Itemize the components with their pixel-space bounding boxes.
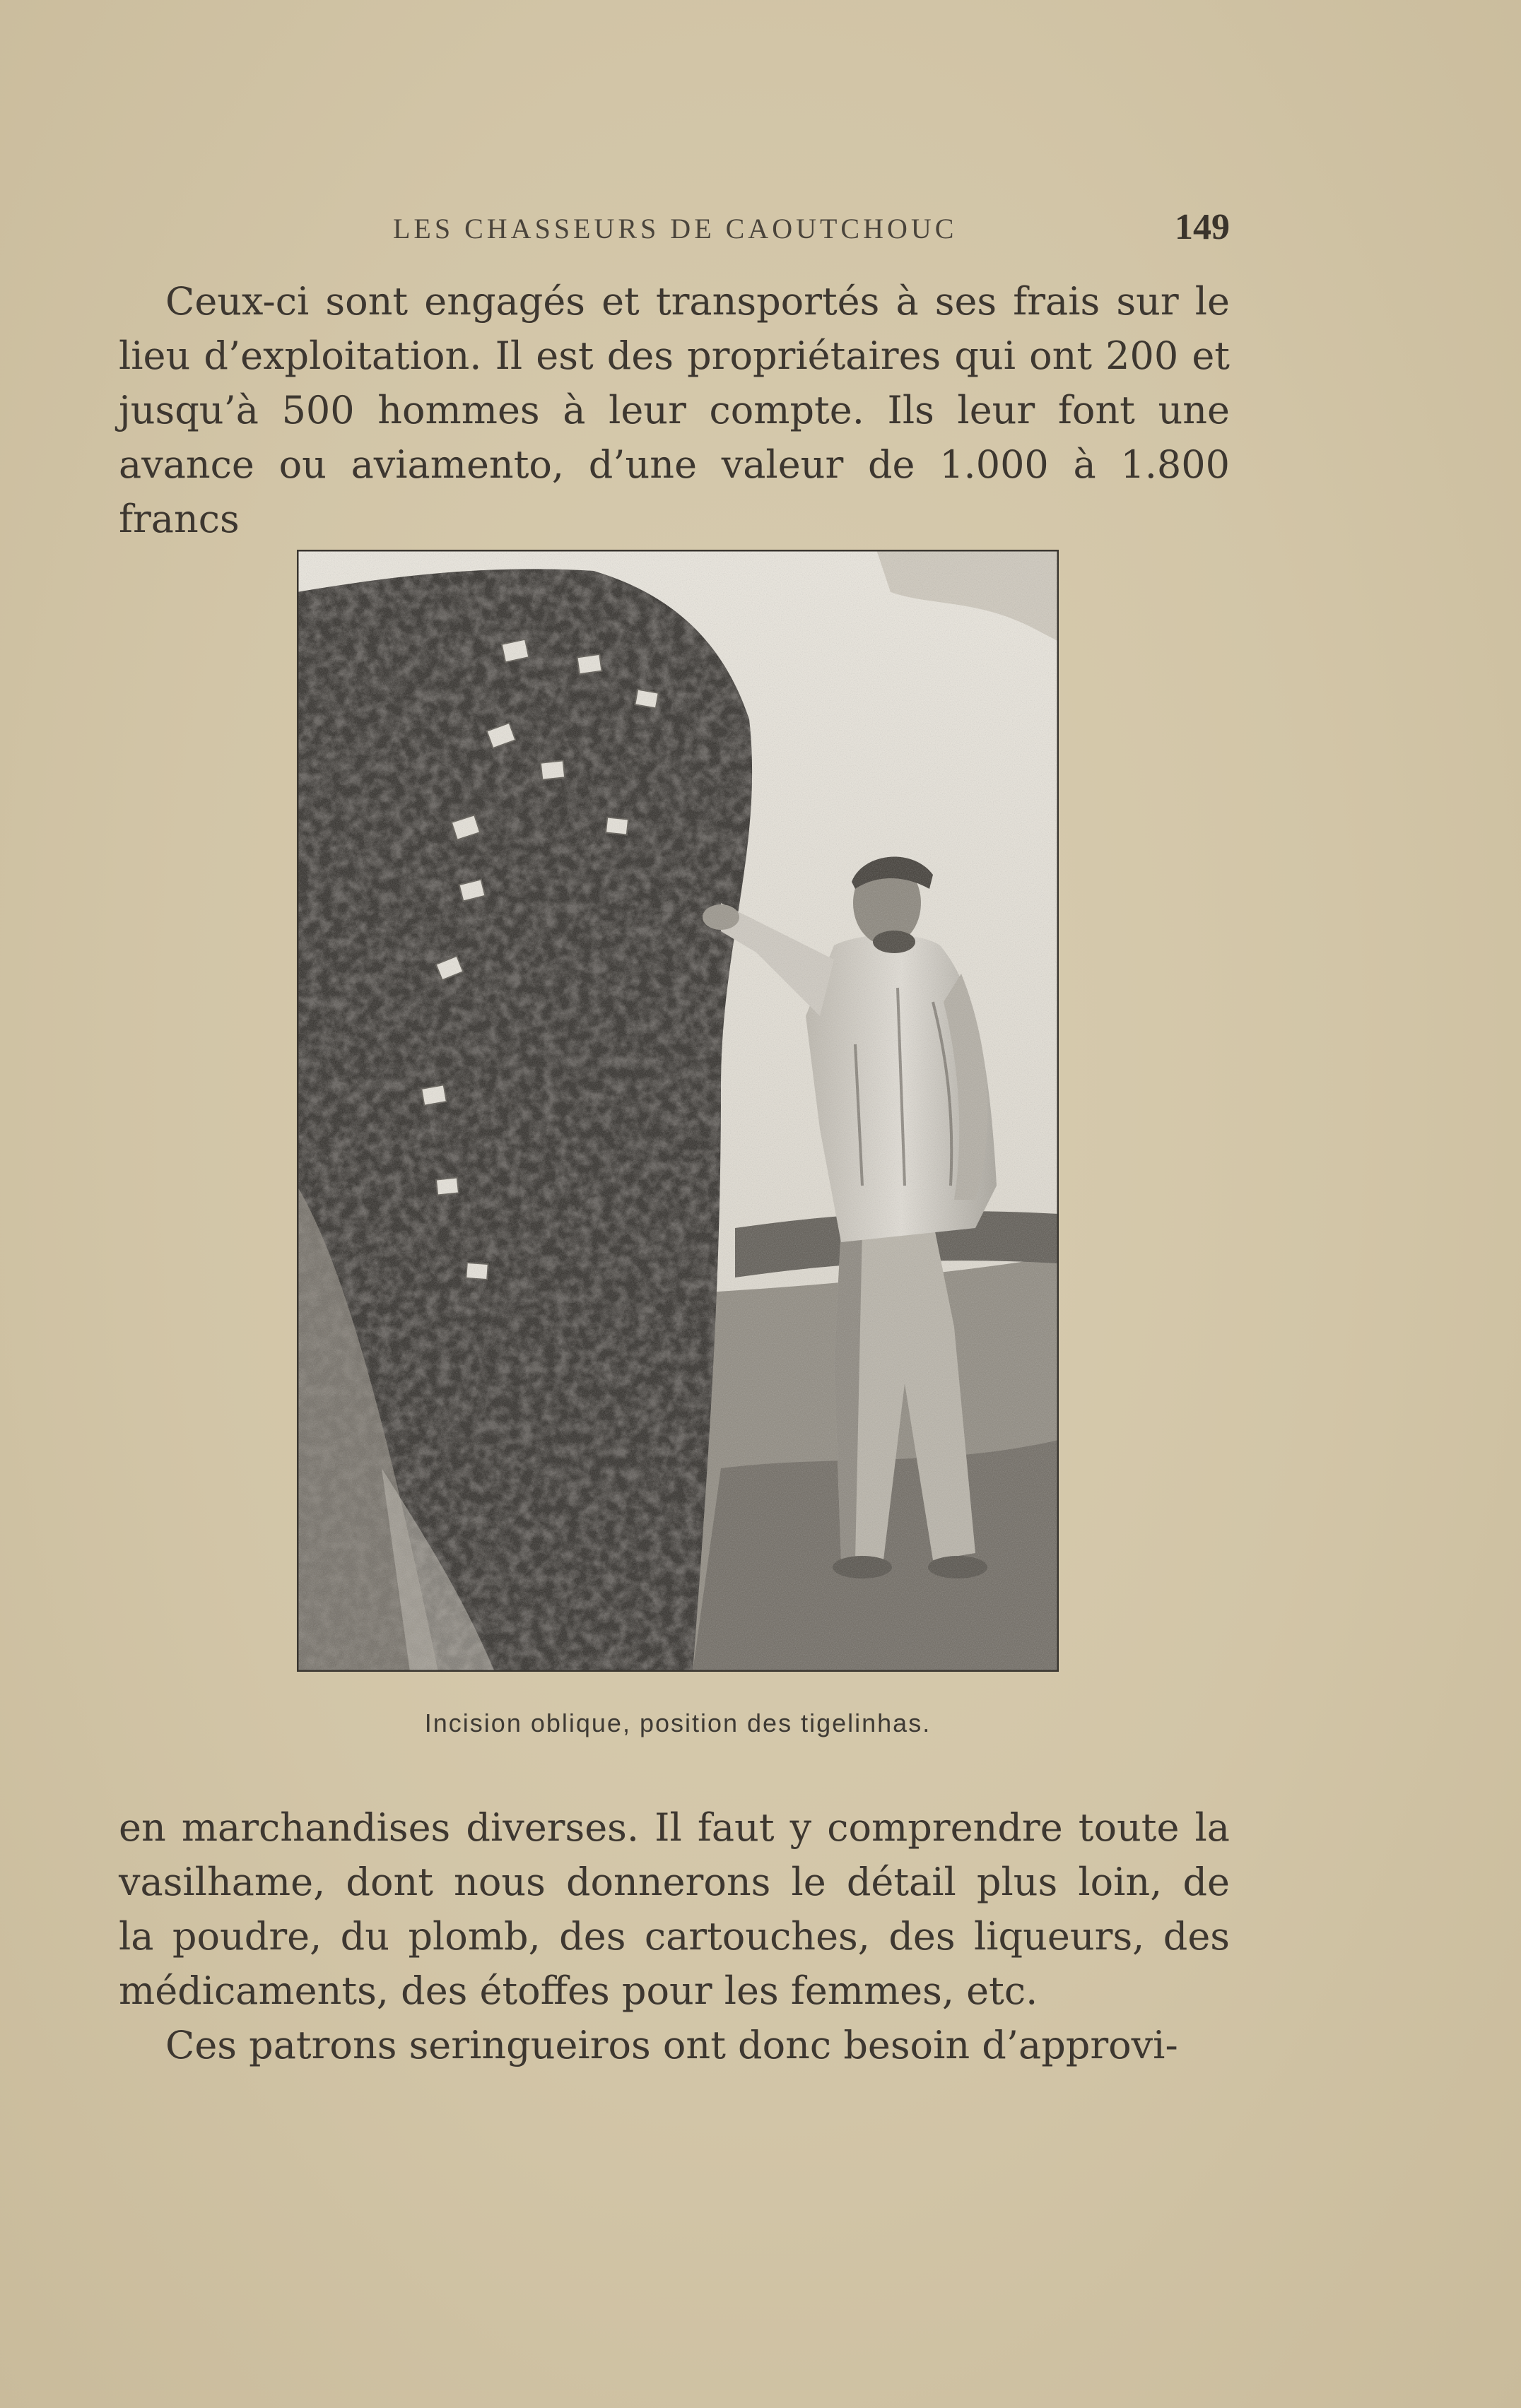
running-head [119, 206, 1230, 249]
page-number: 149 [1175, 207, 1230, 247]
text-line: Ceux-ci sont engagés et transportés à ses frais sur le [165, 279, 1230, 324]
text-line: la poudre, du plomb, des cartouches, des liqueurs, des [119, 1914, 1230, 1959]
paragraph-top [119, 274, 1230, 546]
figure-caption: Incision oblique, position des tigelinhas. [424, 1708, 932, 1737]
text-line: lieu d’exploitation. Il est des propriétaires qui ont 200 et [119, 334, 1230, 378]
running-title: LES CHASSEURS DE CAOUTCHOUC [393, 213, 958, 244]
text-line: vasilhame, dont nous donnerons le détail plus loin, de [119, 1860, 1230, 1904]
text-line: Ces patrons seringueiros ont donc besoin d’approvi- [165, 2023, 1178, 2067]
paragraph-bottom [119, 1800, 1230, 2072]
text-line: avance ou aviamento, d’une valeur de 1.000 à 1.800 francs [119, 442, 1230, 541]
text-line: médicaments, des étoffes pour les femmes, etc. [119, 1969, 1038, 2013]
photograph-rubber-tapper-at-tree [297, 550, 1059, 1672]
text-line: en marchandises diverses. Il faut y comprendre toute la [119, 1805, 1230, 1850]
text-line: jusqu’à 500 hommes à leur compte. Ils leur font une [119, 388, 1230, 432]
photograph-figure [297, 550, 1059, 1672]
